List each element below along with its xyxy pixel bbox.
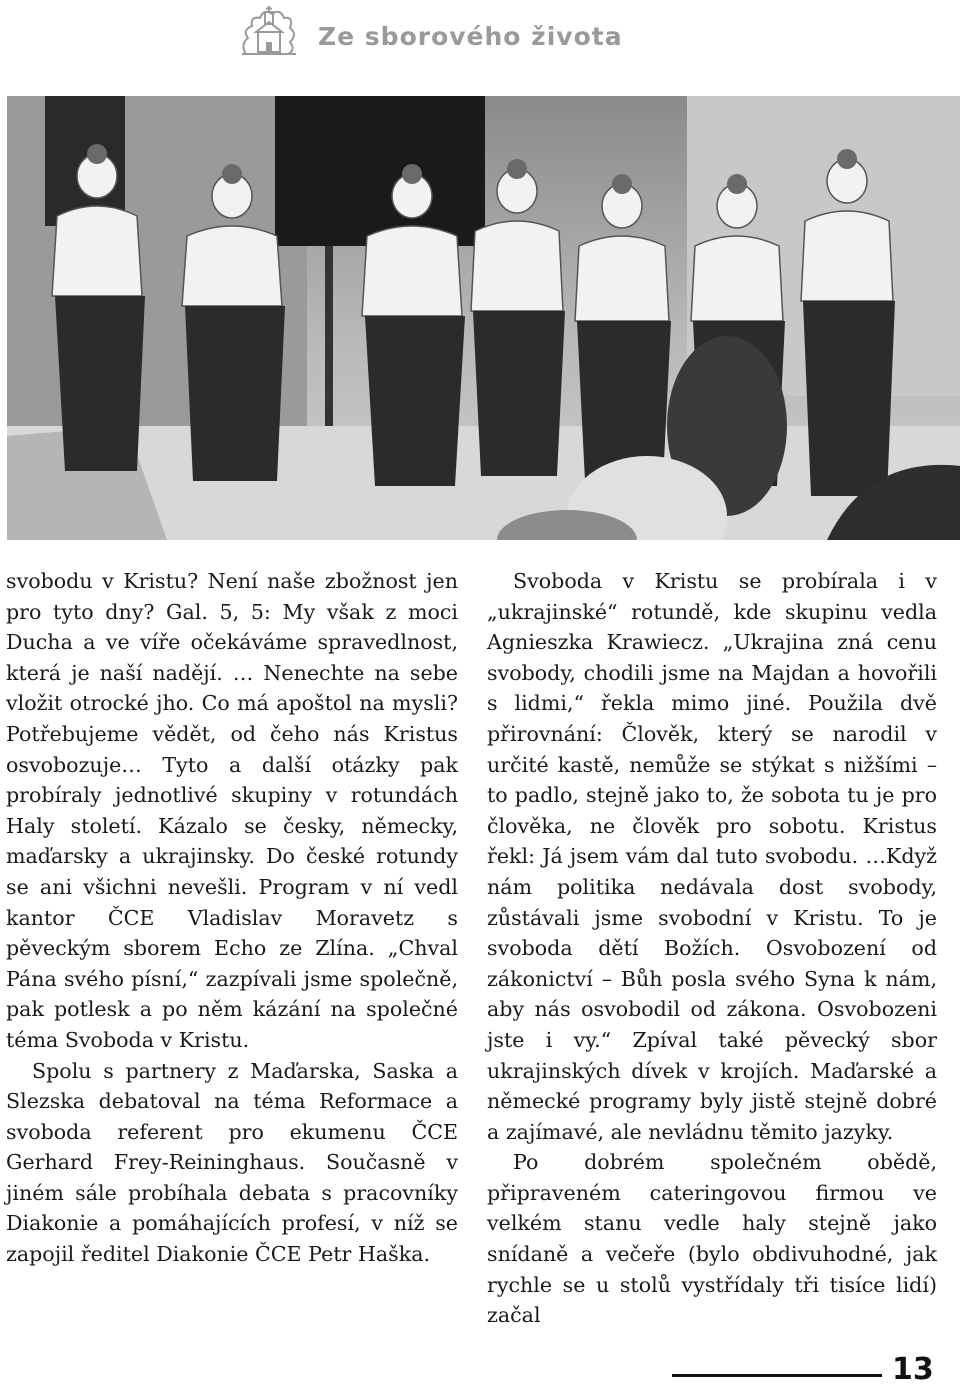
article-column-left [6,566,458,1270]
article-paragraph: Spolu s partnery z Maďarska, Saska a Slezska debatoval na téma Reformace a svoboda referent pro ekumenu ČCE Gerhard Frey-Reininghaus. Současně v jiném sále probíhala debata s pracovníky Diakonie a pomáhajících profesí, v níž se zapojil ředitel Diakonie ČCE Petr Haška. [6,1058,458,1267]
article-paragraph: svobodu v Kristu? Není naše zbožnost jen pro tyto dny? Gal. 5, 5: My však z moci Ducha a ve víře očekáváme spravedlnost, která je naší nadějí. … Nenechte na sebe vložit otrocké jho. Co má apoštol na mysli? Potřebujeme vědět, od čeho nás Kristus osvobozuje… Tyto a další otázky pak probíraly jednotlivé skupiny v rotundách Haly století. Kázalo se česky, německy, maďarsky a ukrajinsky. Do české rotundy se ani všichni nevešli. Program v ní vedl kantor ČCE Vladislav Moravetz s pěveckým sborem Echo ze Zlína. „Chval Pána svého písní,“ zazpívali jsme společně, pak potlesk a po něm kázání na společné téma Svoboda v Kristu. [6,569,458,1052]
footer-rule [672,1374,882,1377]
article-paragraph: Po dobrém společném obědě, připraveném cateringovou firmou ve velkém stanu vedle haly stejně jako snídaně a večeře (bylo obdivuhodné, jak rychle se u stolů vystřídaly tři tisíce lidí) začal [487,1150,937,1328]
article-column-right [487,566,937,1331]
page-number: 13 [892,1352,934,1387]
page-header [0,0,960,80]
church-icon [238,4,298,60]
choir-photo [7,96,960,540]
article-paragraph: Svoboda v Kristu se probírala i v „ukrajinské“ rotundě, kde skupinu vedla Agnieszka Krawiecz. „Ukrajina zná cenu svobody, chodili jsme na Majdan a hovořili s lidmi,“ řekla mimo jiné. Použila dvě přirovnání: Člověk, který se narodil v určité kastě, nemůže se stýkat s nižšími – to padlo, stejně jako to, že sobota tu je pro člověka, ne člověk pro sobotu. Kristus řekl: Já jsem vám dal tuto svobodu. …Když nám politika nedávala dost svobody, zůstávali jsme svobodní v Kristu. To je svoboda dětí Božích. Osvobození od zákonictví – Bůh posla svého Syna k nám, aby nás osvobodil od zákona. Osvobozeni jste i vy.“ Zpíval také pěvecký sbor ukrajinských dívek v krojích. Maďarské a německé programy byly jistě stejně dobré a zajímavé, ale nevládnu těmito jazyky. [487,569,937,1144]
section-title: Ze sborového života [318,22,623,51]
